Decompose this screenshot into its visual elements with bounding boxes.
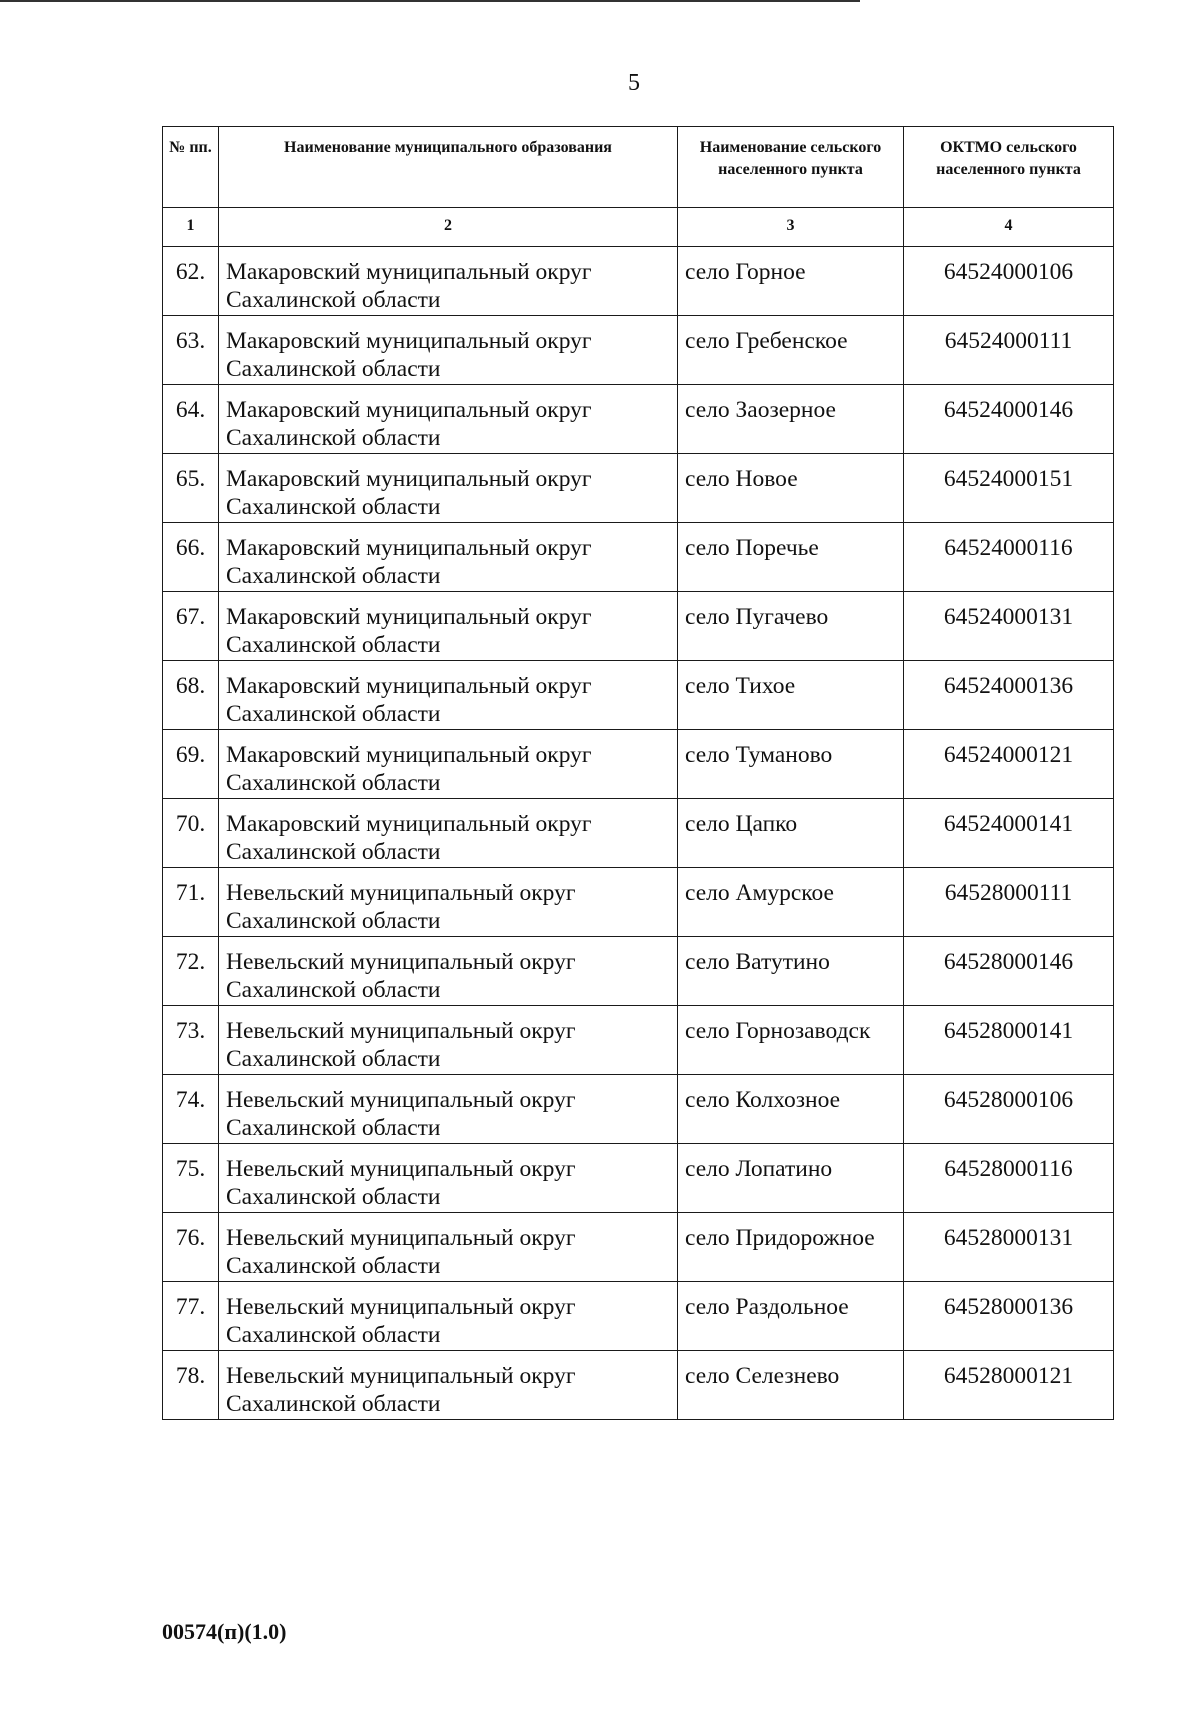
- row-number: 65.: [163, 454, 219, 523]
- settlement-name: село Новое: [678, 454, 904, 523]
- row-number: 73.: [163, 1006, 219, 1075]
- settlement-name: село Амурское: [678, 868, 904, 937]
- table-row: [163, 868, 1114, 937]
- header-municipality: Наименование муниципального образования: [219, 127, 678, 208]
- table-row: [163, 661, 1114, 730]
- table-row: [163, 523, 1114, 592]
- row-number: 77.: [163, 1282, 219, 1351]
- column-index-row: [163, 208, 1114, 247]
- settlements-table: [162, 126, 1114, 1420]
- column-index: 1: [163, 208, 219, 247]
- settlement-name: село Ватутино: [678, 937, 904, 1006]
- header-oktmo: ОКТМО сельского населенного пункта: [904, 127, 1114, 208]
- row-number: 72.: [163, 937, 219, 1006]
- oktmo-code: 64524000141: [904, 799, 1114, 868]
- municipality-name: Макаровский муниципальный округ Сахалинской области: [219, 247, 678, 316]
- table-row: [163, 1075, 1114, 1144]
- settlement-name: село Селезнево: [678, 1351, 904, 1420]
- municipality-name: Невельский муниципальный округ Сахалинской области: [219, 1282, 678, 1351]
- row-number: 70.: [163, 799, 219, 868]
- municipality-name: Невельский муниципальный округ Сахалинской области: [219, 1075, 678, 1144]
- municipality-name: Невельский муниципальный округ Сахалинской области: [219, 868, 678, 937]
- settlement-name: село Колхозное: [678, 1075, 904, 1144]
- oktmo-code: 64528000146: [904, 937, 1114, 1006]
- settlement-name: село Цапко: [678, 799, 904, 868]
- table-row: [163, 592, 1114, 661]
- settlement-name: село Горнозаводск: [678, 1006, 904, 1075]
- oktmo-code: 64528000121: [904, 1351, 1114, 1420]
- municipality-name: Макаровский муниципальный округ Сахалинской области: [219, 592, 678, 661]
- column-index: 2: [219, 208, 678, 247]
- oktmo-code: 64524000106: [904, 247, 1114, 316]
- table-row: [163, 730, 1114, 799]
- municipality-name: Макаровский муниципальный округ Сахалинской области: [219, 730, 678, 799]
- municipality-name: Макаровский муниципальный округ Сахалинской области: [219, 799, 678, 868]
- table-row: [163, 937, 1114, 1006]
- oktmo-code: 64524000131: [904, 592, 1114, 661]
- table-row: [163, 1351, 1114, 1420]
- row-number: 67.: [163, 592, 219, 661]
- oktmo-code: 64528000136: [904, 1282, 1114, 1351]
- table-row: [163, 385, 1114, 454]
- row-number: 76.: [163, 1213, 219, 1282]
- table-row: [163, 316, 1114, 385]
- oktmo-code: 64524000136: [904, 661, 1114, 730]
- settlement-name: село Заозерное: [678, 385, 904, 454]
- table-row: [163, 799, 1114, 868]
- municipality-name: Невельский муниципальный округ Сахалинской области: [219, 1351, 678, 1420]
- municipality-name: Невельский муниципальный округ Сахалинской области: [219, 1144, 678, 1213]
- row-number: 78.: [163, 1351, 219, 1420]
- row-number: 63.: [163, 316, 219, 385]
- municipality-name: Макаровский муниципальный округ Сахалинской области: [219, 661, 678, 730]
- oktmo-code: 64528000116: [904, 1144, 1114, 1213]
- oktmo-code: 64524000146: [904, 385, 1114, 454]
- row-number: 64.: [163, 385, 219, 454]
- oktmo-code: 64524000111: [904, 316, 1114, 385]
- settlement-name: село Лопатино: [678, 1144, 904, 1213]
- row-number: 71.: [163, 868, 219, 937]
- oktmo-code: 64528000106: [904, 1075, 1114, 1144]
- municipality-name: Невельский муниципальный округ Сахалинской области: [219, 1006, 678, 1075]
- table-row: [163, 1006, 1114, 1075]
- table-row: [163, 454, 1114, 523]
- municipality-name: Макаровский муниципальный округ Сахалинской области: [219, 523, 678, 592]
- settlement-name: село Тихое: [678, 661, 904, 730]
- document-code: 00574(п)(1.0): [162, 1619, 287, 1644]
- table-header-row: [163, 127, 1114, 208]
- row-number: 75.: [163, 1144, 219, 1213]
- table-row: [163, 1213, 1114, 1282]
- settlement-name: село Пугачево: [678, 592, 904, 661]
- municipality-name: Макаровский муниципальный округ Сахалинской области: [219, 454, 678, 523]
- table-body: [163, 247, 1114, 1420]
- municipality-name: Макаровский муниципальный округ Сахалинской области: [219, 316, 678, 385]
- settlement-name: село Раздольное: [678, 1282, 904, 1351]
- oktmo-code: 64528000111: [904, 868, 1114, 937]
- oktmo-code: 64524000151: [904, 454, 1114, 523]
- page-number: 5: [628, 70, 640, 96]
- oktmo-code: 64528000131: [904, 1213, 1114, 1282]
- column-index: 4: [904, 208, 1114, 247]
- table-row: [163, 1144, 1114, 1213]
- oktmo-code: 64524000121: [904, 730, 1114, 799]
- municipality-name: Невельский муниципальный округ Сахалинской области: [219, 1213, 678, 1282]
- oktmo-code: 64528000141: [904, 1006, 1114, 1075]
- row-number: 62.: [163, 247, 219, 316]
- municipality-name: Невельский муниципальный округ Сахалинской области: [219, 937, 678, 1006]
- header-settlement: Наименование сельского населенного пункта: [678, 127, 904, 208]
- oktmo-code: 64524000116: [904, 523, 1114, 592]
- row-number: 74.: [163, 1075, 219, 1144]
- header-number: № пп.: [163, 127, 219, 208]
- table-row: [163, 1282, 1114, 1351]
- column-index: 3: [678, 208, 904, 247]
- row-number: 68.: [163, 661, 219, 730]
- settlement-name: село Туманово: [678, 730, 904, 799]
- top-rule: [0, 0, 860, 2]
- settlement-name: село Придорожное: [678, 1213, 904, 1282]
- row-number: 69.: [163, 730, 219, 799]
- settlement-name: село Поречье: [678, 523, 904, 592]
- municipality-name: Макаровский муниципальный округ Сахалинской области: [219, 385, 678, 454]
- row-number: 66.: [163, 523, 219, 592]
- settlement-name: село Горное: [678, 247, 904, 316]
- table-row: [163, 247, 1114, 316]
- settlement-name: село Гребенское: [678, 316, 904, 385]
